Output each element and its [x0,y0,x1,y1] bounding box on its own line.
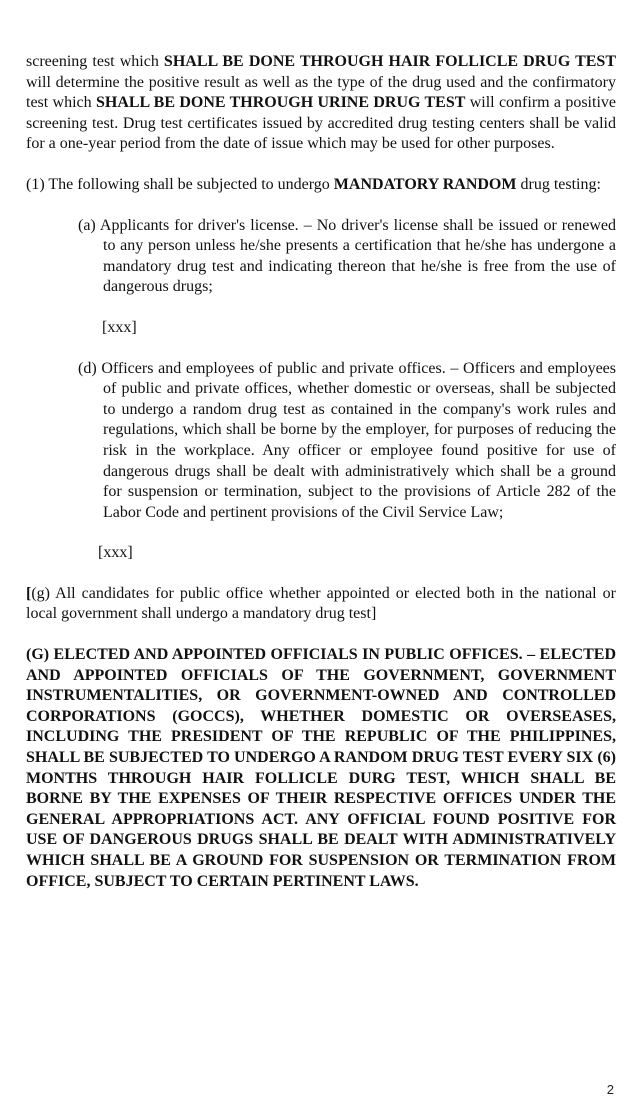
omission-marker-1: [xxx] [102,318,137,336]
list-item-1-text-1: (1) The following shall be subjected to undergo [26,175,334,193]
omission-marker-2: [xxx] [98,544,133,562]
deletion-bracket: [ [26,584,32,602]
intro-paragraph [26,52,616,155]
intro-text-1: screening test which [26,53,164,70]
sub-item-g-deleted [26,584,616,625]
page-number: 2 [606,1082,614,1097]
list-item-1-text-2: drug testing: [516,175,601,193]
intro-bold-hair-follicle: SHALL BE DONE THROUGH HAIR FOLLICLE DRUG TEST [163,53,617,70]
sub-item-g-deleted-text: (g) All candidates for public office whether appointed or elected both in the national or local government shall undergo a mandatory drug test] [26,584,616,623]
sub-item-a: (a) Applicants for driver's license. – No driver's license shall be issued or renewed to any person unless he/she presents a certification that he/she has undergone a mandatory drug test and indicating thereon that he/she is free from the use of dangerous drugs; [78,216,616,296]
sub-item-d: (d) Officers and employees of public and private offices. – Officers and employees of public and private offices, whether domestic or overseas, shall be subjected to undergo a random drug test as contained in the company's work rules and regulations, which shall be borne by the employer, for purposes of reducing the risk in the workplace. Any officer or employee found positive for use of dangerous drugs shall be dealt with administratively which shall be a ground for suspension or termination, subject to the provisions of Article 282 of the Labor Code and pertinent provisions of the Civil Service Law; [78,359,616,521]
intro-bold-urine: SHALL BE DONE THROUGH URINE DRUG TEST [95,94,466,112]
document-page [26,52,616,892]
list-item-1-bold: MANDATORY RANDOM [333,175,517,193]
intro-text-2: will determine the positive result as well as the type of the drug used and the confirmatory test which [26,73,616,112]
intro-text-3: will confirm a positive screening test. Drug test certificates issued by accredited drug testing centers shall be valid for a one-year period from the date of issue which may be used for other purposes. [26,94,616,153]
sub-item-g-amended: (G) ELECTED AND APPOINTED OFFICIALS IN PUBLIC OFFICES. – ELECTED AND APPOINTED OFFICIALS OF THE GOVERNMENT, GOVERNMENT INSTRUMENTALITIES, OR GOVERNMENT-OWNED AND CONTROLLED CORPORATIONS (GOCCS), WHETHER DOMESTIC OR OVERSEASES, INCLUDING THE PRESIDENT OF THE REPUBLIC OF THE PHILIPPINES, SHALL BE SUBJECTED TO UNDERGO A RANDOM DRUG TEST EVERY SIX (6) MONTHS THROUGH HAIR FOLLICLE DURG TEST, WHICH SHALL BE BORNE BY THE EXPENSES OF THEIR RESPECTIVE OFFICES UNDER THE GENERAL APPROPRIATIONS ACT. ANY OFFICIAL FOUND POSITIVE FOR USE OF DANGEROUS DRUGS SHALL BE DEALT WITH ADMINISTRATIVELY WHICH SHALL BE A GROUND FOR SUSPENSION OR TERMINATION FROM OFFICE, SUBJECT TO CERTAIN PERTINENT LAWS. [26,646,616,890]
list-item-1 [26,175,616,196]
